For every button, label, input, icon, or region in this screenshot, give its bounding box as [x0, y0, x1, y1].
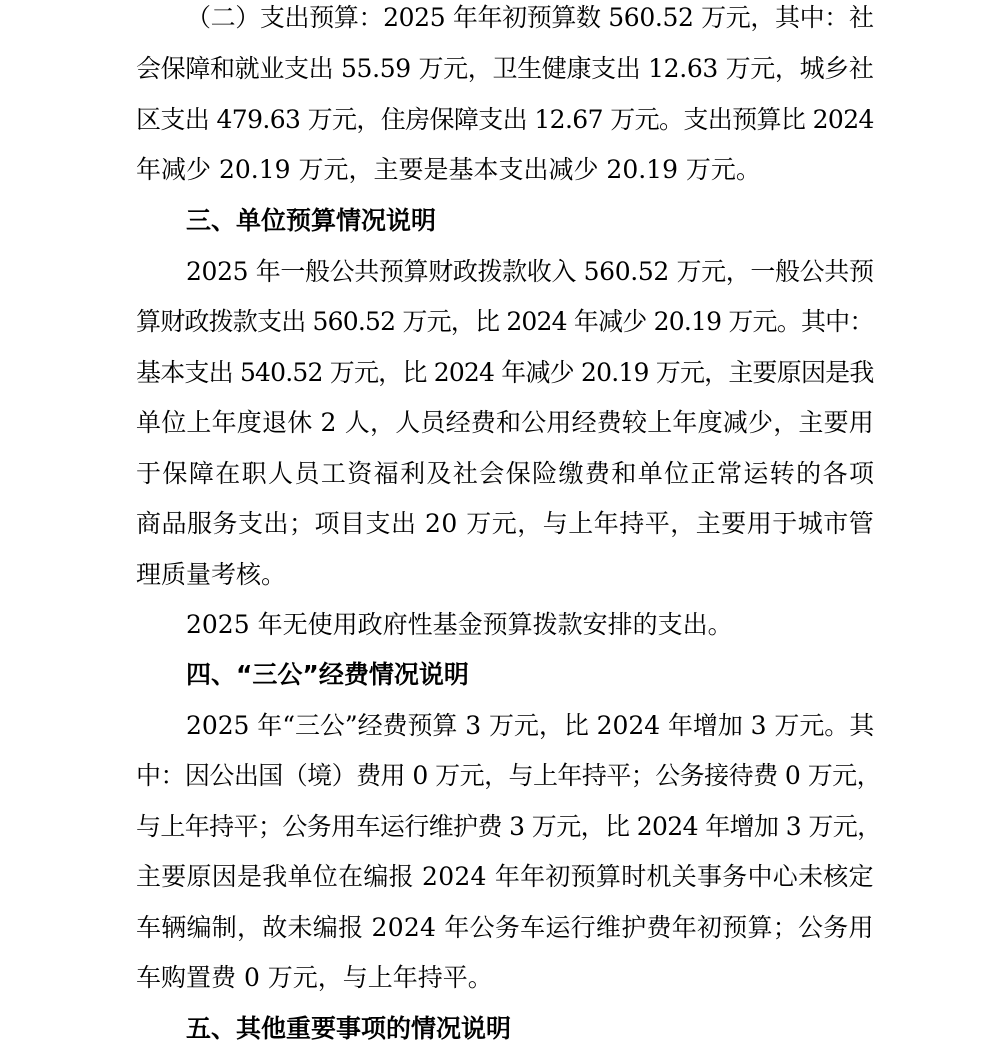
paragraph-unit-budget-line-2: 算财政拨款支出 560.52 万元，比 2024 年减少 20.19 万元。其中：	[136, 307, 874, 336]
paragraph-expenditure-budget-line-4: 年减少 20.19 万元，主要是基本支出减少 20.19 万元。	[136, 155, 761, 184]
paragraph-unit-budget-line-5: 于保障在职人员工资福利及社会保险缴费和单位正常运转的各项	[136, 459, 876, 488]
paragraph-unit-budget-line-6: 商品服务支出；项目支出 20 万元，与上年持平，主要用于城市管	[136, 509, 875, 538]
paragraph-three-public-line-4: 主要原因是我单位在编报 2024 年年初预算时机关事务中心未核定	[136, 862, 874, 891]
paragraph-expenditure-budget-line-1: （二）支出预算：2025 年年初预算数 560.52 万元，其中：社	[186, 3, 874, 32]
paragraph-three-public-line-3: 与上年持平；公务用车运行维护费 3 万元，比 2024 年增加 3 万元，	[136, 812, 882, 841]
section-heading-unit-budget: 三、单位预算情况说明	[186, 206, 437, 235]
section-heading-other-matters: 五、其他重要事项的情况说明	[186, 1014, 512, 1043]
paragraph-unit-budget-line-1: 2025 年一般公共预算财政拨款收入 560.52 万元，一般公共预	[186, 257, 874, 286]
paragraph-three-public-line-2: 中：因公出国（境）费用 0 万元，与上年持平；公务接待费 0 万元，	[136, 761, 882, 790]
paragraph-three-public-line-5: 车辆编制，故未编报 2024 年公务车运行维护费年初预算；公务用	[136, 913, 874, 942]
paragraph-expenditure-budget-line-2: 会保障和就业支出 55.59 万元，卫生健康支出 12.63 万元，城乡社	[136, 54, 874, 83]
section-heading-three-public-expenses: 四、“三公”经费情况说明	[186, 660, 469, 689]
paragraph-unit-budget-line-4: 单位上年度退休 2 人，人员经费和公用经费较上年度减少，主要用	[136, 408, 875, 437]
paragraph-unit-budget-line-3: 基本支出 540.52 万元，比 2024 年减少 20.19 万元，主要原因是我	[136, 358, 874, 387]
paragraph-expenditure-budget-line-3: 区支出 479.63 万元，住房保障支出 12.67 万元。支出预算比 2024	[136, 105, 874, 134]
paragraph-unit-budget-line-7: 理质量考核。	[136, 560, 287, 589]
paragraph-three-public-line-1: 2025 年“三公”经费预算 3 万元，比 2024 年增加 3 万元。其	[186, 711, 875, 740]
paragraph-government-fund: 2025 年无使用政府性基金预算拨款安排的支出。	[186, 610, 733, 639]
paragraph-three-public-line-6: 车购置费 0 万元，与上年持平。	[136, 963, 493, 992]
